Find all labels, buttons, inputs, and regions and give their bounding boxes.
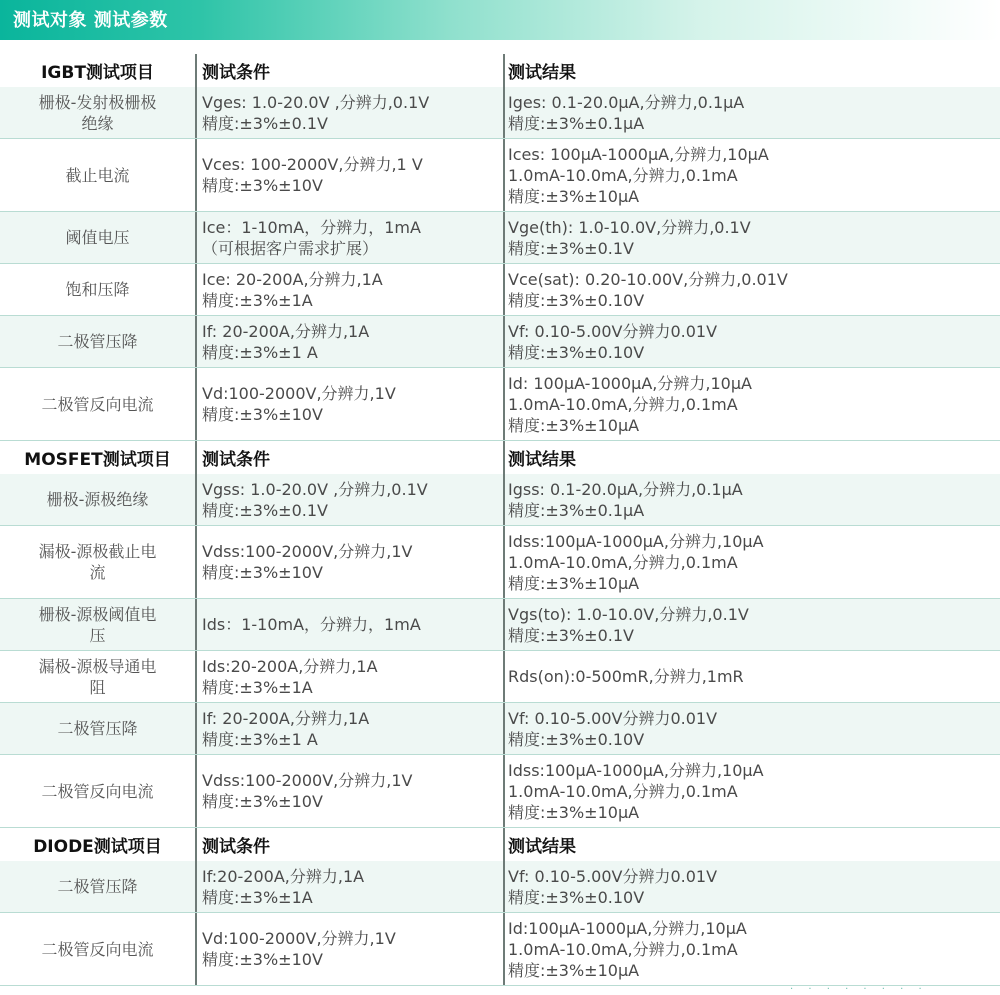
test-result-lines	[508, 604, 749, 646]
test-condition-lines	[202, 383, 396, 425]
cell-line: Vge(th): 1.0-10.0V,分辨力,0.1V	[508, 217, 751, 237]
test-result	[503, 212, 1000, 263]
cell-line: 精度:±3%±10μA	[508, 802, 640, 822]
test-condition	[195, 755, 503, 827]
test-result-lines	[508, 373, 752, 436]
cell-line: Iges: 0.1-20.0μA,分辨力,0.1μA	[508, 92, 745, 112]
test-result-lines	[508, 708, 717, 750]
cell-line: 精度:±3%±0.1μA	[508, 500, 645, 520]
section-heading: MOSFET测试项目	[24, 450, 171, 470]
cell-line: 精度:±3%±0.10V	[508, 887, 645, 907]
cell-line: 精度:±3%±10V	[202, 176, 323, 195]
header-banner	[0, 0, 1000, 40]
test-item: 栅极-源极阈值电压	[38, 604, 157, 645]
test-item: 阈值电压	[65, 228, 130, 247]
cell-line: （可根据客户需求扩展）	[202, 238, 379, 258]
cell-line: Ice：1-10mA，分辨力，1mA	[202, 217, 421, 237]
test-condition	[195, 703, 503, 754]
cell-line: Vdss:100-2000V,分辨力,1V	[202, 771, 413, 790]
table-row	[0, 599, 1000, 651]
test-result-lines	[508, 666, 744, 687]
cell-line: 精度:±3%±10μA	[508, 415, 640, 435]
test-item: 二极管反向电流	[41, 939, 154, 959]
cell-line: Vce(sat): 0.20-10.00V,分辨力,0.01V	[508, 269, 788, 289]
table-row	[0, 316, 1000, 368]
cell-line: Rds(on):0-500mR,分辨力,1mR	[508, 667, 744, 686]
test-condition-lines	[202, 321, 369, 363]
table-row	[0, 703, 1000, 755]
test-result-lines	[508, 217, 751, 259]
cell-line: 精度:±3%±10μA	[508, 573, 640, 593]
cell-line: Vf: 0.10-5.00V分辨力0.01V	[508, 321, 718, 341]
test-item: 栅极-发射极栅极绝缘	[38, 92, 157, 133]
test-result-lines	[508, 531, 764, 594]
test-result-lines	[508, 866, 717, 908]
cell-line: Ices: 100μA-1000μA,分辨力,10μA	[508, 144, 769, 164]
test-result	[503, 316, 1000, 367]
cell-line: If: 20-200A,分辨力,1A	[202, 321, 370, 341]
section-header-row	[0, 441, 1000, 474]
test-result	[503, 861, 1000, 912]
cell-line: 精度:±3%±0.1μA	[508, 113, 645, 133]
table-row	[0, 139, 1000, 212]
cell-line: 1.0mA-10.0mA,分辨力,0.1mA	[508, 939, 738, 959]
cell-line: Vgs(to): 1.0-10.0V,分辨力,0.1V	[508, 604, 749, 624]
test-result	[503, 264, 1000, 315]
cell-line: Ids：1-10mA，分辨力，1mA	[202, 615, 421, 634]
cell-line: 1.0mA-10.0mA,分辨力,0.1mA	[508, 165, 738, 185]
cell-line: If: 20-200A,分辨力,1A	[202, 708, 370, 728]
cell-line: Idss:100μA-1000μA,分辨力,10μA	[508, 760, 764, 780]
test-result	[503, 755, 1000, 827]
test-condition	[195, 913, 503, 985]
test-condition	[195, 474, 503, 525]
test-condition	[195, 316, 503, 367]
test-condition	[195, 599, 503, 650]
cell-line: 精度:±3%±0.1V	[202, 500, 328, 520]
test-result	[503, 368, 1000, 440]
table-row	[0, 212, 1000, 264]
test-condition	[195, 861, 503, 912]
test-item: 二极管压降	[57, 719, 138, 738]
test-result-lines	[508, 92, 744, 134]
cell-line: 精度:±3%±10V	[202, 950, 323, 969]
cell-line: Vgss: 1.0-20.0V ,分辨力,0.1V	[202, 479, 428, 499]
cell-line: 精度:±3%±10μA	[508, 186, 640, 206]
test-condition	[195, 651, 503, 702]
cell-line: 精度:±3%±1 A	[202, 342, 318, 362]
cell-line: Vges: 1.0-20.0V ,分辨力,0.1V	[202, 92, 430, 112]
cell-line: Vces: 100-2000V,分辨力,1 V	[202, 155, 423, 174]
table-row	[0, 913, 1000, 986]
table-row	[0, 755, 1000, 828]
test-result	[503, 87, 1000, 138]
cell-line: 精度:±3%±0.1V	[508, 625, 634, 645]
cell-line: Vf: 0.10-5.00V分辨力0.01V	[508, 708, 718, 728]
cell-line: 1.0mA-10.0mA,分辨力,0.1mA	[508, 552, 738, 572]
test-condition	[195, 264, 503, 315]
cell-line: Vd:100-2000V,分辨力,1V	[202, 929, 396, 948]
cell-line: 精度:±3%±0.10V	[508, 729, 645, 749]
test-result-lines	[508, 144, 769, 207]
section-heading: IGBT测试项目	[41, 63, 154, 83]
cell-line: Idss:100μA-1000μA,分辨力,10μA	[508, 531, 764, 551]
cell-line: 1.0mA-10.0mA,分辨力,0.1mA	[508, 394, 738, 414]
cell-line: Vf: 0.10-5.00V分辨力0.01V	[508, 866, 718, 886]
test-condition-lines	[202, 928, 396, 970]
test-condition-lines	[202, 866, 364, 908]
cell-line: Id:100μA-1000μA,分辨力,10μA	[508, 918, 747, 938]
test-condition	[195, 368, 503, 440]
test-condition-lines	[202, 154, 423, 196]
test-item: 二极管压降	[57, 332, 138, 351]
cell-line: 精度:±3%±0.10V	[508, 290, 645, 310]
test-condition	[195, 212, 503, 263]
cell-line: 精度:±3%±10V	[202, 405, 323, 424]
result-heading: 测试结果	[503, 54, 1000, 87]
cell-line: Vd:100-2000V,分辨力,1V	[202, 384, 396, 403]
test-result	[503, 913, 1000, 985]
test-condition-lines	[202, 92, 429, 134]
page-title: 测试对象 测试参数	[13, 10, 168, 31]
test-result	[503, 703, 1000, 754]
test-condition-lines	[202, 614, 421, 635]
cell-line: Ice: 20-200A,分辨力,1A	[202, 269, 383, 289]
test-condition-lines	[202, 541, 412, 583]
test-condition-lines	[202, 269, 383, 311]
cell-line: 精度:±3%±1A	[202, 887, 313, 907]
cell-line: 精度:±3%±10V	[202, 792, 323, 811]
table-row	[0, 526, 1000, 599]
cell-line: Id: 100μA-1000μA,分辨力,10μA	[508, 373, 752, 393]
cell-line: 1.0mA-10.0mA,分辨力,0.1mA	[508, 781, 738, 801]
section-header-row	[0, 828, 1000, 861]
decorative-dots: · · · · · · · ·	[790, 984, 928, 995]
cell-line: Ids:20-200A,分辨力,1A	[202, 656, 378, 676]
cell-line: 精度:±3%±1A	[202, 677, 313, 697]
test-condition	[195, 87, 503, 138]
result-heading: 测试结果	[503, 828, 1000, 861]
cell-line: 精度:±3%±0.1V	[508, 238, 634, 258]
test-item: 截止电流	[65, 165, 130, 185]
cell-line: 精度:±3%±1 A	[202, 729, 318, 749]
cell-line: Vdss:100-2000V,分辨力,1V	[202, 542, 413, 561]
test-condition	[195, 139, 503, 211]
table-row	[0, 368, 1000, 441]
condition-heading: 测试条件	[195, 54, 503, 87]
table-row	[0, 651, 1000, 703]
table-row	[0, 861, 1000, 913]
result-heading: 测试结果	[503, 441, 1000, 474]
test-result-lines	[508, 479, 743, 521]
section-heading: DIODE测试项目	[33, 837, 162, 857]
test-condition-lines	[202, 656, 378, 698]
test-result-lines	[508, 269, 788, 311]
test-item: 二极管压降	[57, 877, 138, 896]
test-item: 二极管反向电流	[41, 394, 154, 414]
test-item: 二极管反向电流	[41, 781, 154, 801]
cell-line: 精度:±3%±10μA	[508, 960, 640, 980]
test-condition	[195, 526, 503, 598]
test-result	[503, 599, 1000, 650]
condition-heading: 测试条件	[195, 441, 503, 474]
table-row	[0, 87, 1000, 139]
test-item: 栅极-源极绝缘	[46, 490, 149, 509]
test-result-lines	[508, 321, 717, 363]
test-condition-lines	[202, 770, 412, 812]
section-header-row	[0, 54, 1000, 87]
test-result	[503, 474, 1000, 525]
test-result	[503, 526, 1000, 598]
test-item: 漏极-源极导通电阻	[38, 656, 157, 697]
cell-line: 精度:±3%±1A	[202, 290, 313, 310]
cell-line: Igss: 0.1-20.0μA,分辨力,0.1μA	[508, 479, 743, 499]
test-item: 漏极-源极截止电流	[38, 542, 157, 582]
test-result-lines	[508, 918, 747, 981]
test-result	[503, 651, 1000, 702]
condition-heading: 测试条件	[195, 828, 503, 861]
cell-line: 精度:±3%±10V	[202, 563, 323, 582]
test-condition-lines	[202, 217, 421, 259]
test-result-lines	[508, 760, 764, 823]
test-condition-lines	[202, 708, 369, 750]
cell-line: 精度:±3%±0.1V	[202, 113, 328, 133]
table-row	[0, 474, 1000, 526]
cell-line: 精度:±3%±0.10V	[508, 342, 645, 362]
test-result	[503, 139, 1000, 211]
cell-line: If:20-200A,分辨力,1A	[202, 866, 365, 886]
test-item: 饱和压降	[65, 280, 130, 299]
table-row	[0, 264, 1000, 316]
test-condition-lines	[202, 479, 428, 521]
